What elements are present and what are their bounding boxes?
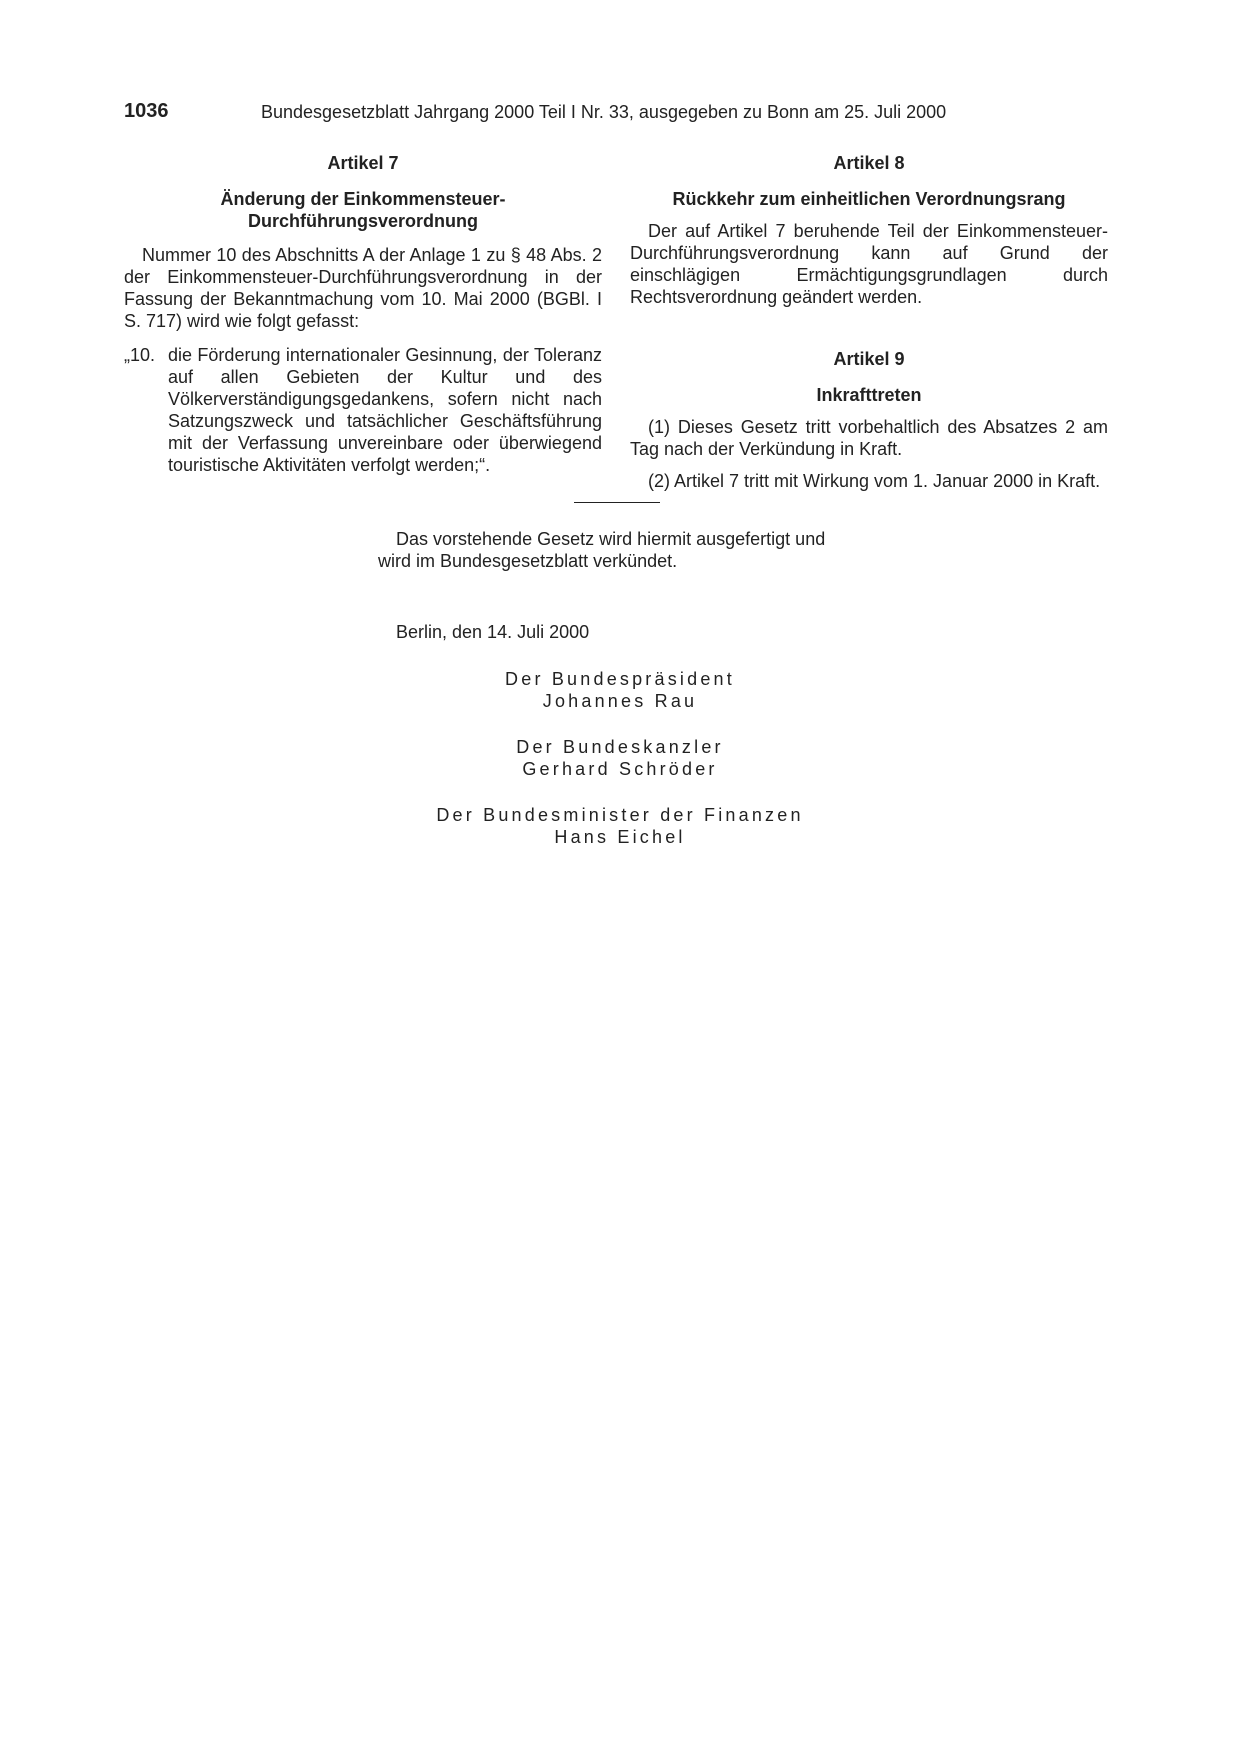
running-head: Bundesgesetzblatt Jahrgang 2000 Teil I Nr. 33, ausgegeben zu Bonn am 25. Juli 2000 [261, 102, 947, 122]
closing-formula-text: Das vorstehende Gesetz wird hiermit ausgefertigt und wird im Bundesgesetzblatt verkündet. [378, 529, 826, 571]
separator-rule [574, 502, 660, 503]
artikel-8-title: Artikel 8 [833, 153, 905, 173]
closing-formula [378, 528, 858, 572]
page-number: 1036 [124, 100, 169, 122]
artikel-7-title: Artikel 7 [327, 153, 399, 173]
column-left [124, 152, 602, 476]
artikel-7-heading-line2: Durchführungsverordnung [248, 211, 478, 231]
artikel-9-heading: Inkrafttreten [816, 385, 922, 405]
artikel-8-text: Der auf Artikel 7 beruhende Teil der Einkommensteuer-Durchführungsverordnung kann auf Grund der einschlägigen Ermächtigungsgrundlagen durch Rechtsverordnung geändert werden. [630, 221, 1108, 307]
signature-name: Hans Eichel [554, 827, 686, 847]
place-date: Berlin, den 14. Juli 2000 [396, 622, 590, 642]
signature-block [370, 736, 870, 780]
column-right [630, 152, 1108, 492]
page-header [124, 100, 1110, 124]
list-item-number: „10. [124, 345, 156, 365]
artikel-8-heading: Rückkehr zum einheitlichen Verordnungsrang [672, 189, 1066, 209]
artikel-9-para-1: (1) Dieses Gesetz tritt vorbehaltlich des Absatzes 2 am Tag nach der Verkündung in Kraft. [630, 417, 1108, 459]
artikel-9-title: Artikel 9 [833, 349, 905, 369]
signature-role: Der Bundeskanzler [516, 737, 724, 757]
artikel-9-para-2: (2) Artikel 7 tritt mit Wirkung vom 1. Januar 2000 in Kraft. [648, 471, 1101, 491]
artikel-7-heading-line1: Änderung der Einkommensteuer- [220, 189, 506, 209]
signature-name: Gerhard Schröder [522, 759, 718, 779]
list-item-text: die Förderung internationaler Gesinnung, der Toleranz auf allen Gebieten der Kultur und des Völkerverständigungsgedankens, sofern nicht nach Satzungszweck und tatsächlicher Geschäftsführung mit der Verfassung unvereinbare oder überwiegend touristische Aktivitäten verfolgt werden;“. [168, 345, 602, 475]
list-item [124, 344, 602, 476]
signature-block [370, 804, 870, 848]
signature-role: Der Bundespräsident [505, 669, 735, 689]
artikel-7-intro: Nummer 10 des Abschnitts A der Anlage 1 zu § 48 Abs. 2 der Einkommensteuer-Durchführungsverordnung in der Fassung der Bekanntmachung vom 10. Mai 2000 (BGBl. I S. 717) wird wie folgt gefasst: [124, 245, 602, 331]
signatures [370, 668, 870, 872]
signature-block [370, 668, 870, 712]
signature-role: Der Bundesminister der Finanzen [436, 805, 804, 825]
signature-name: Johannes Rau [542, 691, 698, 711]
